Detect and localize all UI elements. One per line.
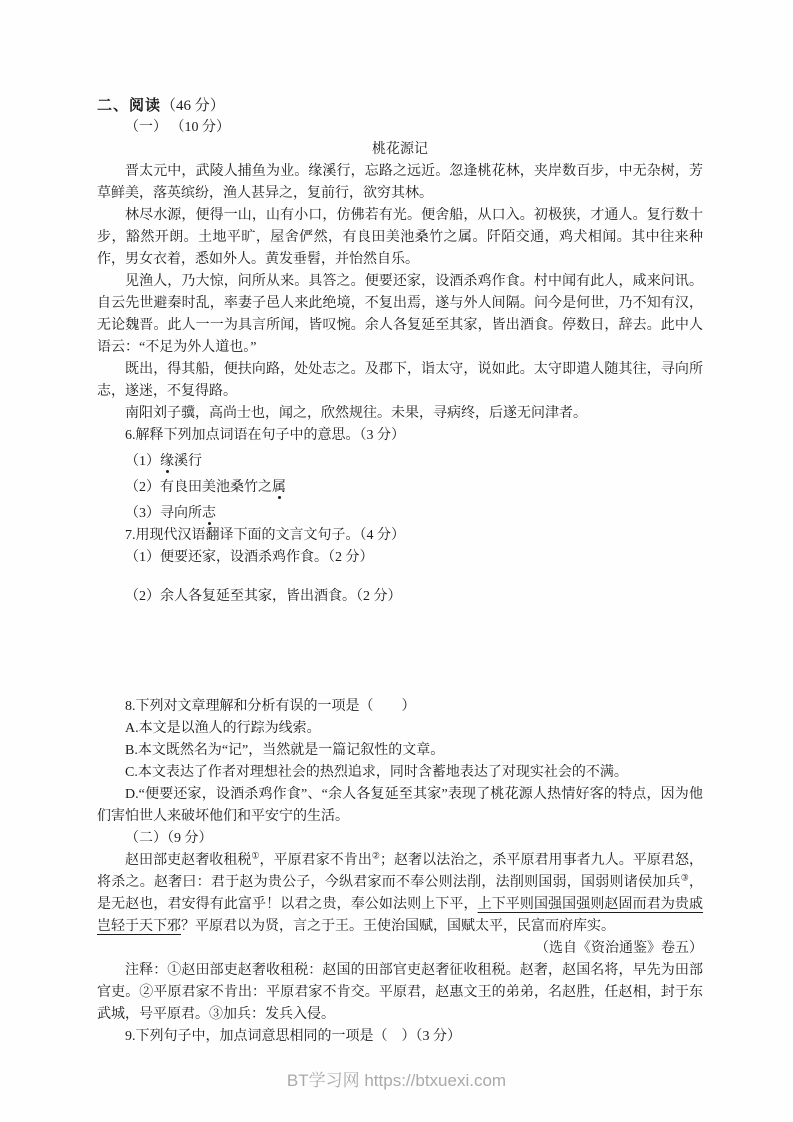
question-6-stem: 6.解释下列加点词语在句子中的意思。（3 分） bbox=[125, 428, 405, 443]
exam-content bbox=[97, 95, 703, 1048]
part2-label: （二）（9 分） bbox=[125, 831, 213, 846]
passage1-paragraph-2: 林尽水源，便得一山，山有小口，仿佛若有光。便舍船，从口入。初极狭，才通人。复行数十步，豁然开朗。土地平旷，屋舍俨然，有良田美池桑竹之属。阡陌交通，鸡犬相闻。其中往来种作，男女衣着，悉如外人。黄发垂髫，并怡然自乐。 bbox=[97, 208, 703, 267]
question-7-item-1: （1）便要还家，设酒杀鸡作食。（2 分） bbox=[125, 550, 374, 565]
passage2-text: 赵田部吏赵奢收租税①，平原君家不肯出②；赵奢以法治之，杀平原君用事者九人。平原君怒，将杀之。赵奢曰：君于赵为贵公子，今纵君家而不奉公则法削，法削则国弱，国弱则诸侯加兵③，是无赵也，君安得有此富乎！以君之贵，奉公如法则上下平，上下平则国强国强则赵固而君为贵戚岂轻于天下邪？平原君以为贤，言之于王。王使治国赋，国赋太平，民富而府库实。 bbox=[97, 850, 704, 934]
question-6-item-3: （3）寻向所志 bbox=[125, 506, 216, 521]
watermark bbox=[0, 1066, 793, 1091]
passage1-paragraph-4: 既出，得其船，便扶向路，处处志之。及郡下，诣太守，说如此。太守即遣人随其往，寻向所志，遂迷，不复得路。 bbox=[97, 362, 703, 399]
question-8-option-c: C.本文表达了作者对理想社会的热烈追求，同时含蓄地表达了对现实社会的不满。 bbox=[125, 765, 628, 780]
question-8-option-b: B.本文既然名为“记”，当然就是一篇记叙性的文章。 bbox=[125, 743, 445, 758]
watermark-text: BT学习网 https://btxuexi.com bbox=[286, 1071, 507, 1090]
question-7-stem: 7.用现代汉语翻译下面的文言文句子。（4 分） bbox=[125, 528, 405, 543]
section-heading-score: （46 分） bbox=[161, 98, 225, 114]
passage1-paragraph-1: 晋太元中，武陵人捕鱼为业。缘溪行，忘路之远近。忽逢桃花林，夹岸数百步，中无杂树，芳草鲜美，落英缤纷，渔人甚异之，复前行，欲穷其林。 bbox=[97, 164, 703, 201]
passage1-title: 桃花源记 bbox=[372, 142, 428, 157]
question-8-option-d: D.“便要还家，设酒杀鸡作食”、“余人各复延至其家”表现了桃花源人热情好客的特点，因为他们害怕世人来破坏他们和平安宁的生活。 bbox=[97, 787, 703, 824]
passage1-paragraph-3: 见渔人，乃大惊，问所从来。具答之。便要还家，设酒杀鸡作食。村中闻有此人，咸来问讯。自云先世避秦时乱，率妻子邑人来此绝境，不复出焉，遂与外人间隔。问今是何世，乃不知有汉，无论魏晋。此人一一为具言所闻，皆叹惋。余人各复延至其家，皆出酒食。停数日，辞去。此中人语云：“不足为外人道也。” bbox=[97, 274, 703, 355]
question-6-item-1: （1）缘溪行 bbox=[125, 454, 202, 469]
passage2-notes: 注释：①赵田部吏赵奢收租税：赵国的田部官吏赵奢征收租税。赵奢，赵国名将，早先为田部官吏。②平原君家不肯出：平原君家不肯交。平原君，赵惠文王的弟弟，名赵胜，任赵相，封于东武城，号平原君。③加兵：发兵入侵。 bbox=[97, 963, 703, 1022]
section-heading bbox=[97, 95, 703, 117]
passage2-source: （选自《资治通鉴》卷五） bbox=[535, 941, 703, 956]
question-7-item-2: （2）余人各复延至其家，皆出酒食。（2 分） bbox=[125, 589, 402, 604]
part1-label: （一） （10 分） bbox=[125, 120, 230, 135]
section-heading-title: 二、阅读 bbox=[97, 98, 162, 114]
question-8-option-a: A.本文是以渔人的行踪为线索。 bbox=[125, 721, 321, 736]
question-8-stem: 8.下列对文章理解和分析有误的一项是（ ） bbox=[125, 699, 416, 714]
question-6-item-2: （2）有良田美池桑竹之属 bbox=[125, 480, 286, 495]
question-9-stem: 9.下列句子中，加点词意思相同的一项是（ ）（3 分） bbox=[125, 1029, 461, 1044]
passage1-paragraph-5: 南阳刘子骥，高尚士也，闻之，欣然规往。未果，寻病终，后遂无问津者。 bbox=[125, 406, 587, 421]
